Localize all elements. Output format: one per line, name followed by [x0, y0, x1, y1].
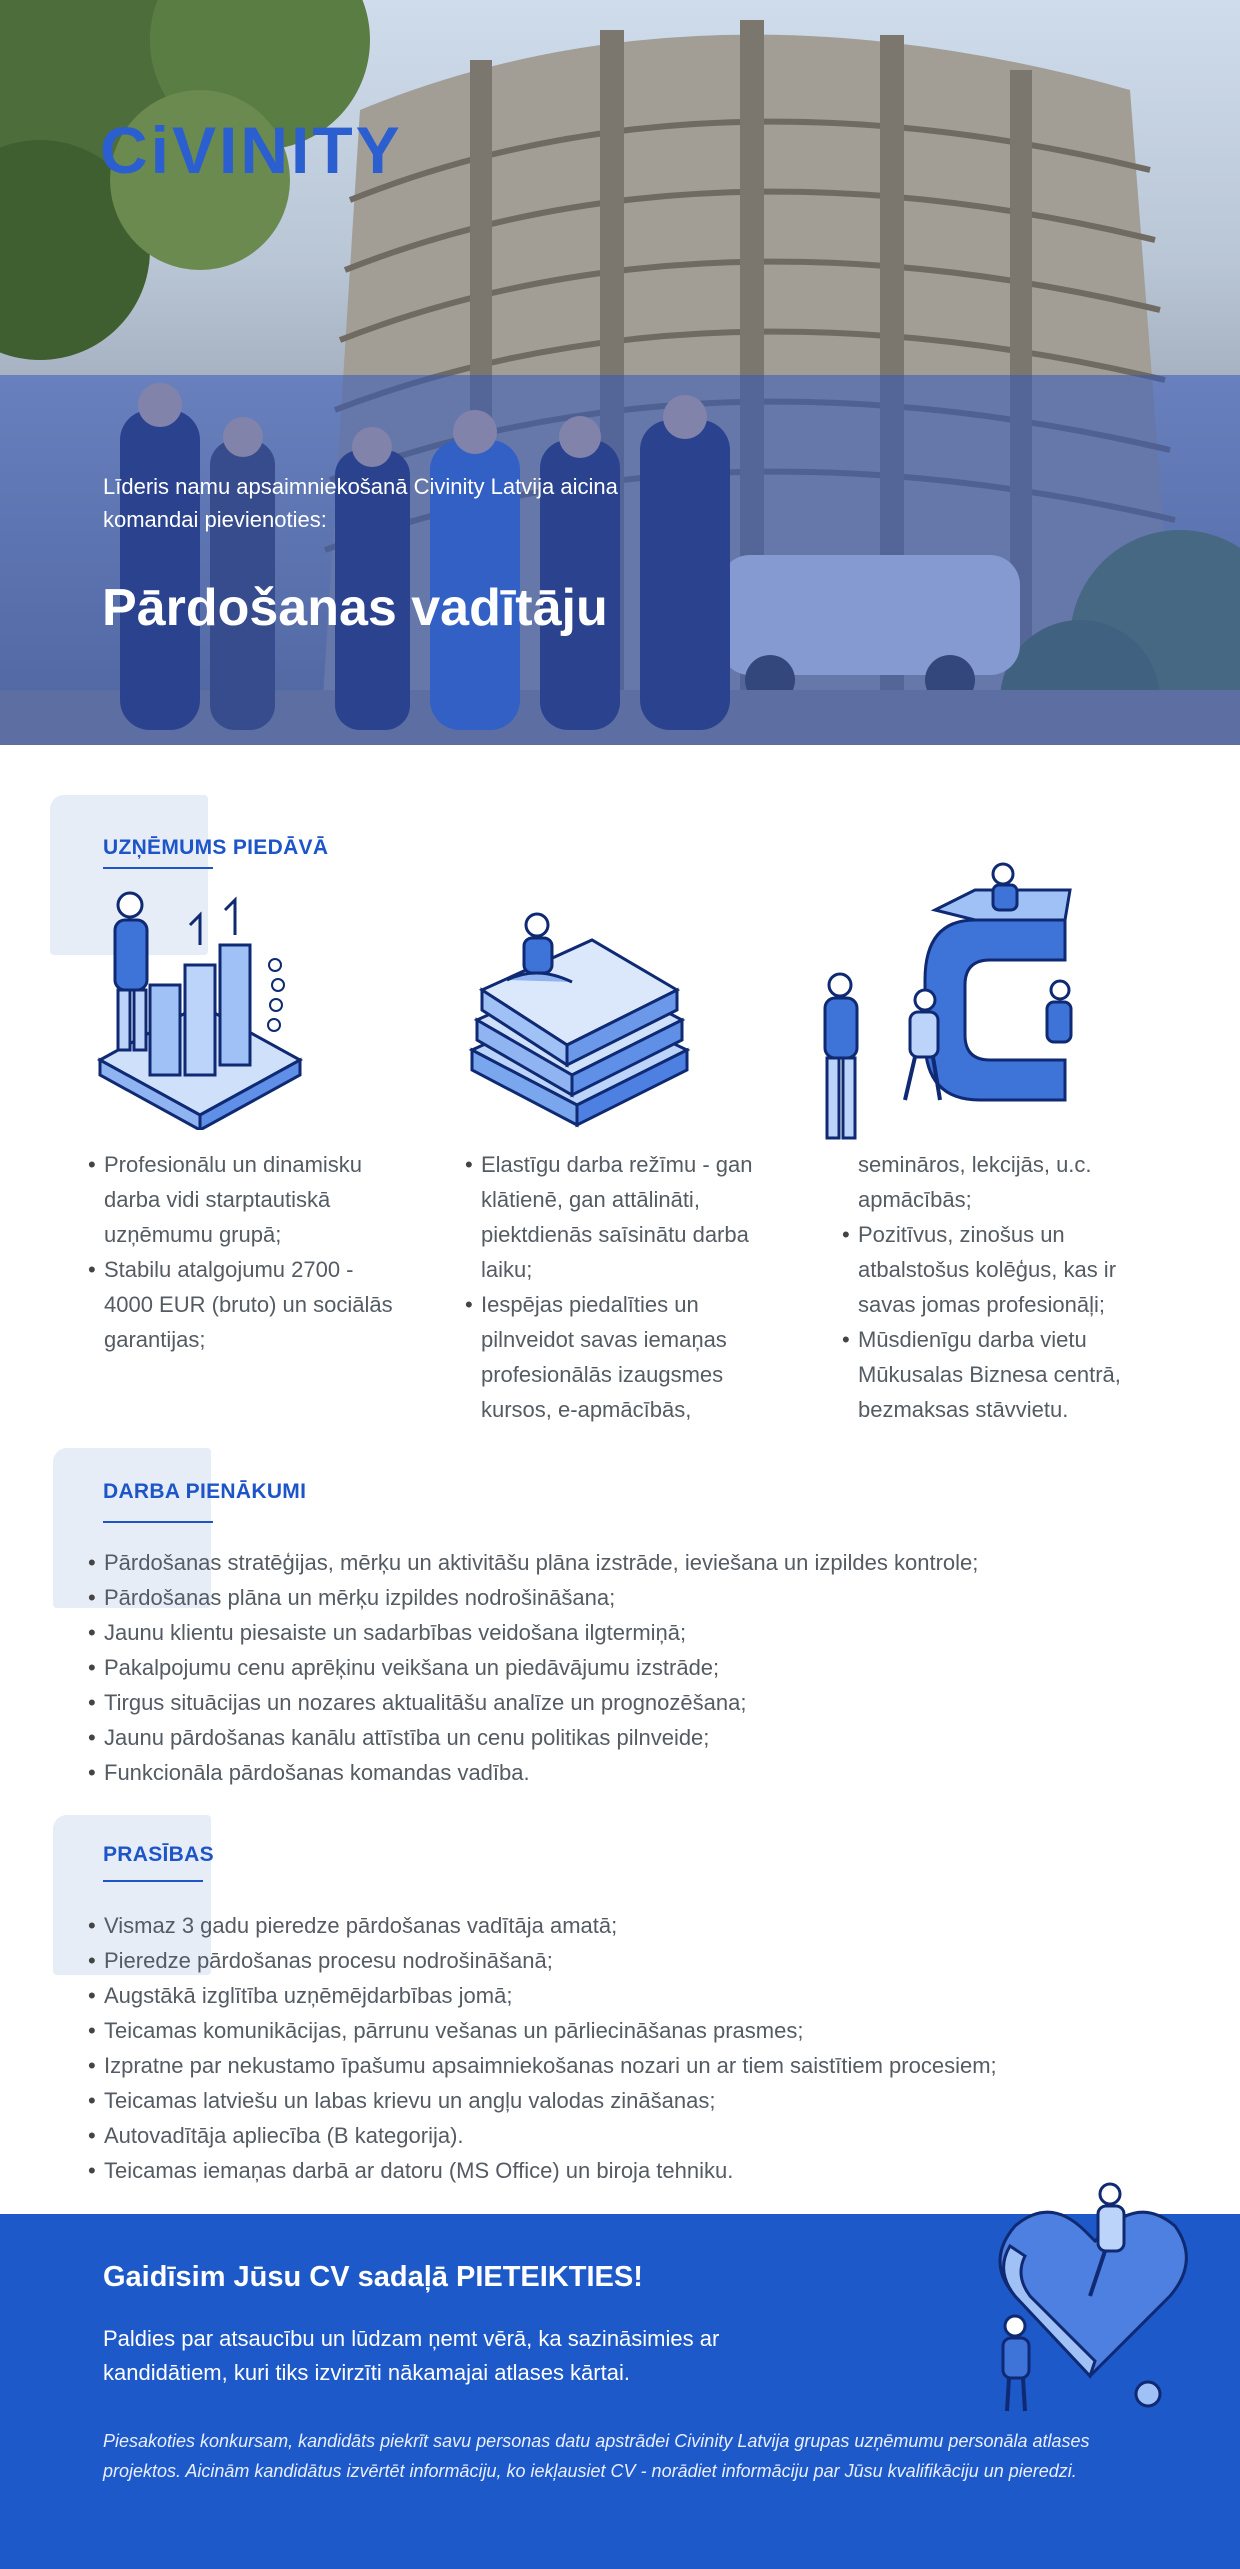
duties-list: [88, 1545, 1168, 1790]
civinity-logo: CiVINITY: [100, 113, 403, 187]
list-item: • Autovadītāja apliecība (B kategorija).: [88, 2118, 1168, 2153]
list-item: • Teicamas iemaņas darbā ar datoru (MS Office) un biroja tehniku.: [88, 2153, 1168, 2188]
offer-list-col1: [88, 1147, 408, 1357]
duties-title: DARBA PIENĀKUMI: [103, 1480, 307, 1503]
privacy-note: Piesakoties konkursam, kandidāts piekrīt savu personas datu apstrādei Civinity Latvija grupas uzņēmumu personāla atlases projektos. Aicinām kandidātus izvērtēt informāciju, ko iekļausiet CV - norādiet informāciju par Jūsu kvalifikāciju un pieredzi.: [103, 2431, 1090, 2481]
requirements-list: [88, 1908, 1168, 2188]
requirements-title-underline: [103, 1880, 203, 1882]
list-item: • Iespējas piedalīties un pilnveidot savas iemaņas profesionālās izaugsmes kursos, e-apmācībās,: [465, 1287, 775, 1427]
list-item: • Pieredze pārdošanas procesu nodrošināšanā;: [88, 1943, 1168, 1978]
list-item: • Stabilu atalgojumu 2700 - 4000 EUR (bruto) un sociālās garantijas;: [88, 1252, 408, 1357]
list-item: • Pozitīvus, zinošus un atbalstošus kolēģus, kas ir savas jomas profesionāļi;: [842, 1217, 1142, 1322]
list-item: • Teicamas komunikācijas, pārrunu vešanas un pārliecināšanas prasmes;: [88, 2013, 1168, 2048]
list-item: • Funkcionāla pārdošanas komandas vadība.: [88, 1755, 1168, 1790]
requirements-title: PRASĪBAS: [103, 1843, 214, 1866]
offer-list-col2: [465, 1147, 775, 1427]
heart-people-illustration: [985, 2176, 1200, 2416]
offer-list-col3: [842, 1147, 1142, 1427]
list-item: • Mūsdienīgu darba vietu Mūkusalas Biznesa centrā, bezmaksas stāvvietu.: [842, 1322, 1142, 1427]
list-item: • Augstākā izglītība uzņēmējdarbības jomā;: [88, 1978, 1168, 2013]
list-item-continued: semināros, lekcijās, u.c. apmācībās;: [858, 1152, 1092, 1212]
list-item: • Teicamas latviešu un labas krievu un angļu valodas zināšanas;: [88, 2083, 1168, 2118]
job-title: Pārdošanas vadītāju: [102, 579, 608, 637]
list-item: • Vismaz 3 gadu pieredze pārdošanas vadītāja amatā;: [88, 1908, 1168, 1943]
hero-subtitle: Līderis namu apsaimniekošanā Civinity Latvija aicina komandai pievienoties:: [103, 474, 618, 532]
list-item: • Jaunu pārdošanas kanālu attīstība un cenu politikas pilnveide;: [88, 1720, 1168, 1755]
list-item: • Elastīgu darba režīmu - gan klātienē, gan attālināti, piektdienās saīsinātu darba laiku;: [465, 1147, 775, 1287]
cta-text: Paldies par atsaucību un lūdzam ņemt vērā, ka sazināsimies ar kandidātiem, kuri tiks izvirzīti nākamajai atlases kārtai.: [103, 2326, 720, 2385]
list-item: • Pārdošanas plāna un mērķu izpildes nodrošināšana;: [88, 1580, 1168, 1615]
list-item: • Pakalpojumu cenu aprēķinu veikšana un piedāvājumu izstrāde;: [88, 1650, 1168, 1685]
list-item: • Izpratne par nekustamo īpašumu apsaimniekošanas nozari un ar tiem saistītiem procesiem;: [88, 2048, 1168, 2083]
list-item: • Jaunu klientu piesaiste un sadarbības veidošana ilgtermiņā;: [88, 1615, 1168, 1650]
offer-title: UZŅĒMUMS PIEDĀVĀ: [103, 836, 329, 859]
list-item: • Profesionālu un dinamisku darba vidi starptautiskā uzņēmumu grupā;: [88, 1147, 408, 1252]
team-letter-c-illustration: [805, 860, 1080, 1150]
books-reading-illustration: [462, 910, 697, 1130]
hero-overlay: [0, 375, 1240, 745]
duties-title-underline: [103, 1521, 213, 1523]
footer-cta: [0, 2214, 1240, 2569]
cta-title: Gaidīsim Jūsu CV sadaļā PIETEIKTIES!: [103, 2261, 643, 2293]
list-item: • Tirgus situācijas un nozares aktualitāšu analīze un prognozēšana;: [88, 1685, 1168, 1720]
hero-banner: [0, 0, 1240, 745]
offer-title-underline: [103, 867, 213, 869]
list-item: • Pārdošanas stratēģijas, mērķu un aktivitāšu plāna izstrāde, ieviešana un izpildes kontrole;: [88, 1545, 1168, 1580]
business-growth-illustration: [90, 885, 310, 1130]
